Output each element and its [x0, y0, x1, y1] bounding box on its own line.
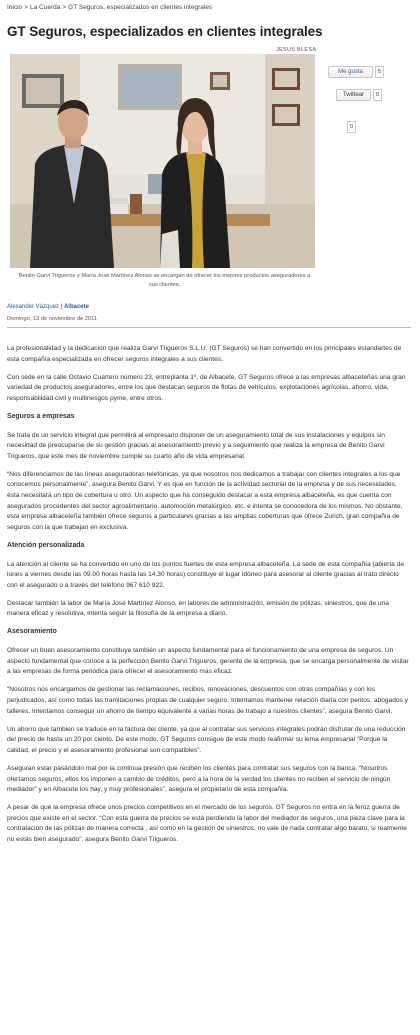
section-heading: Asesoramiento [7, 628, 57, 636]
article-body [7, 344, 411, 853]
section-heading: Seguros a empresas [7, 412, 75, 420]
breadcrumb-separator: > [24, 4, 28, 11]
twitter-row [336, 86, 382, 104]
breadcrumb-current: GT Seguros, especializados en clientes integrales [68, 4, 213, 11]
breadcrumb-separator: > [62, 4, 67, 11]
article-paragraph: Con sede en la calle Octavio Cuartero número 23, entreplanta 1º, de Albacete, GT Seguros ofrece a las empresas albaceteñas una gran variedad de productos aseguradores, entre los que destacan seguros de flotas de vehículos, explotaciones agrícolas, ahorro, vida, responsabilidad civil y multiriesgos pyme, entre otros. [7, 373, 406, 402]
plusone-row [345, 118, 356, 136]
breadcrumb-section-link[interactable]: La Cuerda [29, 4, 61, 11]
like-count: 5 [375, 66, 384, 78]
article-paragraph: La profesionalidad y la dedicación que realiza Garvi Trigueros S.L.U. (GT Seguros) se han convertido en los principales estandartes de esta compañía especializada en ofrecer seguros integrales a sus clientes. [7, 345, 402, 363]
facebook-like-row [328, 63, 384, 81]
article-paragraph: “Nos diferenciamos de las líneas aseguradoras telefónicas, ya que nosotros nos dedicamos a trabajar con clientes integrales a los que conocemos personalmente”, asegura Benito Garvi. Y es que en función de la actividad sectorial de la empresa y de sus necesidades, ésta necesitará un tipo de cobertura u otro. Un aspecto que ha conseguido destacar a esta empresa albaceteña, es que cuenta con asegurados procedentes del sector agroalimentario, automoción metalúrgico, etc. e intenta se conocedora de los mismos. No obstante, esta empresa albaceteña también ofrece seguros a particulares gracias a las amplias coberturas que ofrece Zurich, gran compañía de seguros con la que trabajan en exclusiva. [7, 470, 403, 531]
article-photo [10, 54, 315, 268]
article-paragraph: Aseguran estar pasándolo mal por la continua presión que reciben los clientes para contratar sus seguros con la banca. “Nosotros ofertamos seguros, ellos los imponen a cambio de créditos, pero a la hora de la verdad los clientes no reciben el servicio de ningún mediador” y en Albacete los hay, y muy profesionales”, asegura el propietario de esta compañía. [7, 764, 391, 794]
facebook-like-button[interactable]: Me gusta [328, 66, 373, 78]
section-heading: Atención personalizada [7, 541, 85, 549]
tweet-button[interactable]: Twittear [336, 89, 371, 101]
article-paragraph: A pesar de que la empresa ofrece unos precios competitivos en el mercado de los seguros, GT Seguros no entra en la feroz guerra de precios que existe en el sector. “Con esta guerra de precios se está perdiendo la labor del mediador de seguros, una pieza clave para la contratación de las pólizas de manera correcta , así como en la gestión de siniestros, no vale de nada contratar algo barato, si realmente no estás bien asegurado”, asegura Benito Garvi Trigueros. [7, 804, 407, 843]
article-paragraph: Destacar también la labor de María José Martínez Alonso, en labores de administración, emisión de pólizas, siniestros, que de una manera eficaz y resolutiva, intenta seguir la filosofía de la empresa a diario. [7, 599, 389, 618]
article-date: Domingo, 13 de noviembre de 2011 [7, 316, 98, 322]
plusone-count[interactable]: 0 [347, 121, 356, 133]
divider [7, 327, 411, 328]
article-paragraph: La atención al cliente se ha convertido en uno de los puntos fuertes de esta empresa albaceteña. La sede de esta compañía (abierta de lunes a viernes desde las 09.00 horas hasta las 14.30 horas) constituye el lugar idóneo para asesorar al cliente gracias al trato directo con el asegurado o a través del teléfono 967 610 922. [7, 560, 404, 589]
photo-caption: Benito Garvi Trigueros y María José Martínez Alonso se encargan de ofrecer los mejores productos aseguradores a sus clientes. [18, 273, 311, 288]
section-link[interactable]: Albacete [63, 304, 89, 310]
article-paragraph: Ofrecer un buen asesoramiento constituye también un aspecto fundamental para el funcionamiento de una empresa de seguros. Un aspecto fundamental que conoce a la perfección Benito Garvi Trigueros, gerente de la empresa, que se encarga personalmente de visitar a las empresas de forma periódica para ofrecer el asesoramiento más eficaz. [7, 647, 409, 676]
breadcrumb [7, 4, 212, 11]
photo-credit: JESUS BLESA [276, 47, 317, 53]
breadcrumb-home-link[interactable]: Inicio [7, 4, 23, 11]
author-name[interactable]: Alexander Vázquez [7, 304, 60, 310]
article-paragraph: Un ahorro que tambien se traduce en la factura del cliente, ya que al contratar sus servicios integrales podrán disfrutar de una reducción del precio de hasta un 20 por ciento. De este modo, GT Seguros consigue de este modo reafirmar su lema empresarial “Porque la calidad, el precio y el asesoramiento profesional son compatibles”. [7, 725, 406, 754]
article-paragraph: “Nosotros nos encargamos de gestionar las reclamaciones, recibos, renovaciones, descuentos con otras compañías y con los perjudicados, así como todas las tramitaciones propias de cualquier seguro. Intentamos mantener relación diaria con peritos, abogados y talleres. Intentamos conseguir un ahorro de tiempo equivalente a varias horas de trabajo a nuestros clientes”, asegura Benito Garvi. [7, 686, 408, 715]
tweet-count: 0 [373, 89, 382, 101]
article-paragraph: Se trata de un servicio integral que permitirá al empresario disponer de un aseguramiento total de sus instalaciones y equipos sin necesidad de preocuparse de su gestión gracias al asesoramiento previo y a seguimiento que realiza la empresa de Benito Garvi Trigueros, que este mes de noviembre cumple su cuarto año de vida empresarial. [7, 431, 385, 460]
article-title: GT Seguros, especializados en clientes integrales [7, 24, 323, 39]
article-byline: Alexander Vázquez | Albacete [7, 304, 89, 310]
